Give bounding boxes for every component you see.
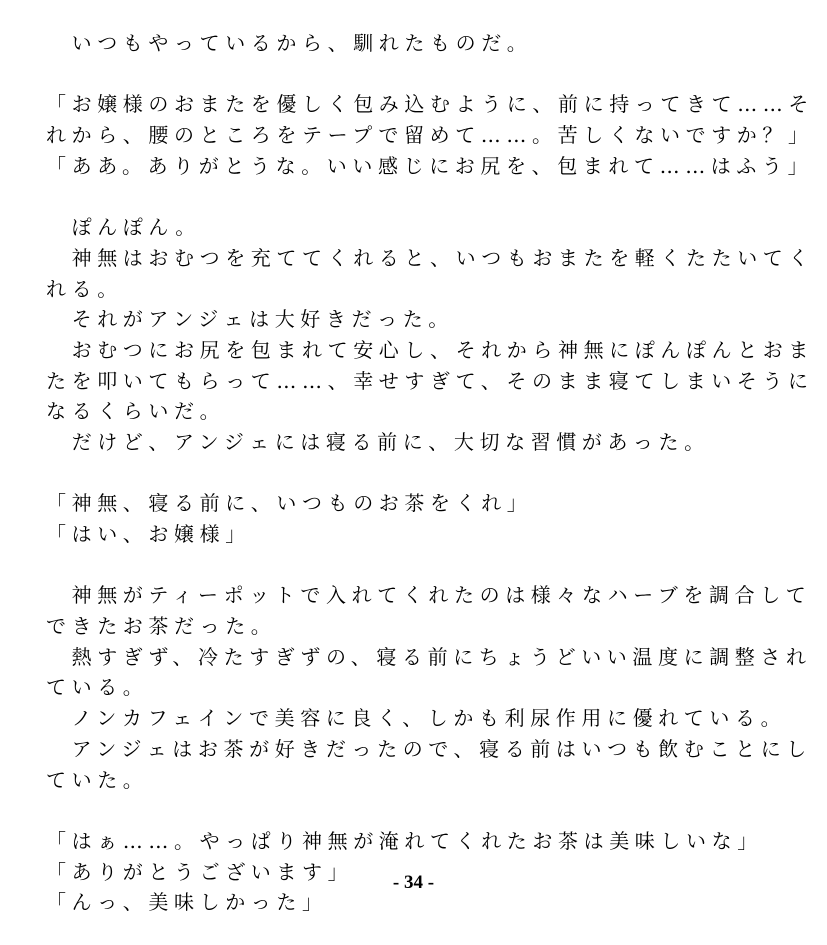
blank-line	[46, 59, 790, 90]
text-line: 「ああ。ありがとうな。いい感じにお尻を、包まれて……はふう」	[46, 153, 814, 178]
text-line: 「お嬢様のおまたを優しく包み込むように、前に持ってきて……そ	[46, 92, 814, 117]
text-line: れる。	[46, 276, 123, 301]
text-line: おむつにお尻を包まれて安心し、それから神無にぽんぽんとおま	[46, 337, 814, 362]
text-line: 「んっ、美味しかった」	[46, 890, 328, 915]
body-text	[46, 28, 814, 918]
text-line: ている。	[46, 675, 149, 700]
text-line: 熱すぎず、冷たすぎずの、寝る前にちょうどいい温度に調整され	[46, 644, 812, 669]
text-line: たを叩いてもらって……、幸せすぎて、そのまま寝てしまいそうに	[46, 368, 814, 393]
blank-line	[46, 795, 790, 826]
text-line: いつもやっているから、馴れたものだ。	[46, 31, 533, 55]
text-line: ノンカフェインで美容に良く、しかも利尿作用に優れている。	[46, 706, 787, 731]
text-line: なるくらいだ。	[46, 399, 226, 424]
text-line: できたお茶だった。	[46, 614, 277, 639]
text-line: それがアンジェは大好きだった。	[46, 307, 454, 332]
text-line: 神無はおむつを充ててくれると、いつもおまたを軽くたたいてく	[46, 245, 814, 270]
text-line: 神無がティーポットで入れてくれたのは様々なハーブを調合して	[46, 583, 812, 608]
text-line: ぽんぽん。	[46, 215, 201, 240]
text-line: 「神無、寝る前に、いつものお茶をくれ」	[46, 491, 533, 516]
text-line: 「はい、お嬢様」	[46, 522, 251, 546]
text-line: 「ありがとうございます」	[46, 859, 354, 884]
text-line: 「はぁ……。やっぱり神無が淹れてくれたお茶は美味しいな」	[46, 828, 763, 853]
text-line: ていた。	[46, 767, 149, 792]
blank-line	[46, 458, 790, 489]
text-line: だけど、アンジェには寝る前に、大切な習慣があった。	[46, 429, 710, 454]
page-number: - 34 -	[392, 872, 435, 893]
text-line: アンジェはお茶が好きだったので、寝る前はいつも飲むことにし	[46, 736, 812, 761]
blank-line	[46, 181, 790, 212]
text-line: れから、腰のところをテープで留めて……。苦しくないですか？」	[46, 123, 814, 148]
blank-line	[46, 550, 790, 581]
